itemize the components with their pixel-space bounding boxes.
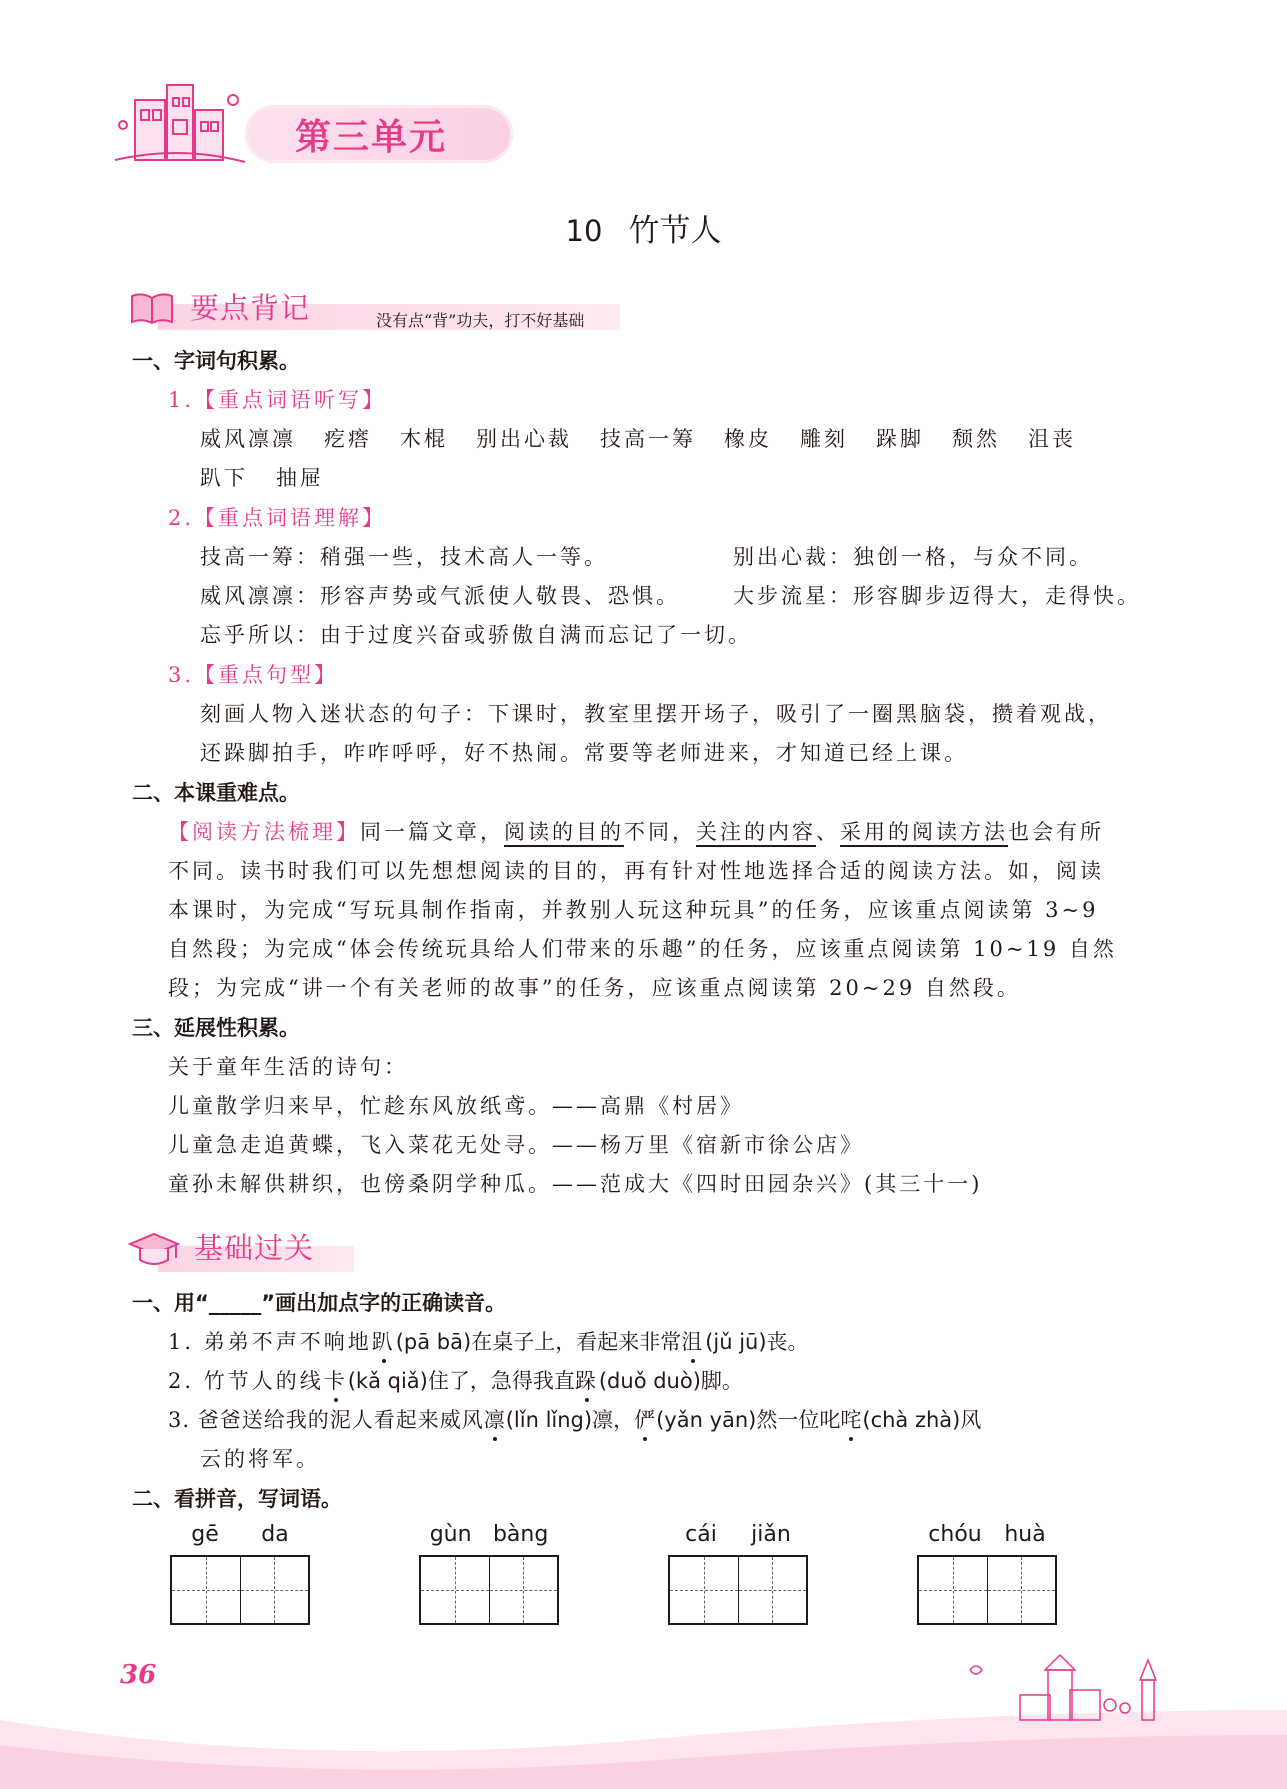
- writing-grid[interactable]: [917, 1555, 1057, 1625]
- question1-sentence1: [168, 1326, 809, 1356]
- word: 别出心裁: [476, 427, 572, 451]
- section-slogan: 没有点“背”功夫，打不好基础: [376, 311, 585, 330]
- word: 疙瘩: [324, 427, 372, 451]
- word: 颓然: [952, 427, 1000, 451]
- heading-accumulation: 一、字词句积累。: [132, 349, 300, 373]
- pinyin-item: [419, 1522, 559, 1625]
- dotted-char: 卡: [323, 1369, 348, 1393]
- lesson-number: 10: [565, 214, 603, 248]
- pinyin-item: [170, 1522, 310, 1625]
- item-number: 3.: [168, 1408, 191, 1432]
- lesson-title: [0, 205, 1287, 250]
- text: 也会有所: [1008, 820, 1104, 844]
- question1-sentence3: [168, 1404, 981, 1434]
- dictation-words-line2: [200, 462, 352, 492]
- book-icon: [128, 290, 176, 326]
- pinyin-label: [419, 1522, 559, 1547]
- pinyin-label: [170, 1522, 310, 1547]
- paragraph-line: 不同。读书时我们可以先想想阅读的目的，再有针对性地选择合适的阅读方法。如，阅读: [168, 859, 1104, 883]
- castle-footer-illustration: [960, 1650, 1190, 1740]
- section-title: 基础过关: [194, 1231, 315, 1265]
- text: 竹节人的线: [203, 1369, 324, 1393]
- question1-sentence2: [168, 1365, 743, 1395]
- grid-cell[interactable]: [919, 1557, 988, 1623]
- word: 沮丧: [1028, 427, 1076, 451]
- writing-grid[interactable]: [419, 1555, 559, 1625]
- item-number: 1.: [168, 1330, 195, 1354]
- underlined-text: 采用的阅读方法: [840, 820, 1008, 844]
- text: (pā bā)在桌子上，看起来非常: [395, 1330, 682, 1354]
- dotted-char: 俨: [634, 1408, 657, 1432]
- graduation-cap-icon: [128, 1228, 180, 1270]
- question1-sentence3-cont: 云的将军。: [200, 1447, 320, 1471]
- text: 弟弟不声不响地: [203, 1330, 372, 1354]
- item1-label: 1.【重点词语听写】: [168, 388, 387, 412]
- pinyin-label: [917, 1522, 1057, 1547]
- definition: 别出心裁：独创一格，与众不同。: [733, 545, 1093, 569]
- key-sentence: 还跺脚拍手，咋咋呼呼，好不热闹。常要等老师进来，才知道已经上课。: [200, 741, 968, 765]
- word: 雕刻: [800, 427, 848, 451]
- castle-illustration: [105, 70, 255, 180]
- dotted-char: 沮: [681, 1330, 706, 1354]
- text: (kǎ qiǎ)住了，急得我直: [347, 1369, 575, 1393]
- word: 橡皮: [724, 427, 772, 451]
- poem-intro: 关于童年生活的诗句：: [168, 1055, 408, 1079]
- pinyin: gē: [191, 1522, 219, 1547]
- dotted-char: 凛: [483, 1408, 506, 1432]
- item2-label: 2.【重点词语理解】: [168, 506, 387, 530]
- question1-heading: 一、用“_____”画出加点字的正确读音。: [132, 1291, 507, 1315]
- pinyin: chóu: [928, 1522, 982, 1547]
- section-title: 要点背记: [190, 291, 311, 325]
- text: 不同，: [624, 820, 696, 844]
- poem-line: 儿童急走追黄蝶，飞入菜花无处寻。——杨万里《宿新市徐公店》: [168, 1133, 864, 1157]
- section-header-key-points: [128, 284, 628, 330]
- pinyin: gùn: [429, 1522, 472, 1547]
- poem-line: 童孙未解供耕织，也傍桑阴学种瓜。——范成大《四时田园杂兴》(其三十一): [168, 1172, 983, 1196]
- dotted-char: 咤: [840, 1408, 863, 1432]
- text: 、: [816, 820, 840, 844]
- dotted-char: 跺: [574, 1369, 599, 1393]
- lesson-name: 竹节人: [628, 213, 722, 249]
- grid-cell[interactable]: [670, 1557, 739, 1623]
- underlined-text: 阅读的目的: [504, 820, 624, 844]
- paragraph-line: 本课时，为完成“写玩具制作指南，并教别人玩这种玩具”的任务，应该重点阅读第 3~9: [168, 898, 1099, 922]
- word: 木棍: [400, 427, 448, 451]
- grid-cell[interactable]: [739, 1557, 807, 1623]
- word: 技高一筹: [600, 427, 696, 451]
- text: (yǎn yān)然一位叱: [656, 1408, 841, 1432]
- text: (lǐn lǐng)凛，: [505, 1408, 635, 1432]
- unit-title: 第三单元: [295, 117, 448, 158]
- paragraph-line: 自然段；为完成“体会传统玩具给人们带来的乐趣”的任务，应该重点阅读第 10~19 自然: [168, 937, 1117, 961]
- dotted-char: 趴: [371, 1330, 396, 1354]
- paragraph-line: 段；为完成“讲一个有关老师的故事”的任务，应该重点阅读第 20~29 自然段。: [168, 976, 1021, 1000]
- pinyin: da: [261, 1522, 289, 1547]
- reading-method-line: [168, 816, 1104, 846]
- key-sentence: 刻画人物入迷状态的句子：下课时，教室里摆开场子，吸引了一圈黑脑袋，攒着观战，: [200, 702, 1112, 726]
- text: (chà zhà)风: [862, 1408, 982, 1432]
- writing-grid[interactable]: [170, 1555, 310, 1625]
- text: (jǔ jū)丧。: [705, 1330, 809, 1354]
- pinyin: cái: [685, 1522, 717, 1547]
- section-header-basics: [128, 1226, 358, 1272]
- item-number: 2.: [168, 1369, 195, 1393]
- underlined-text: 关注的内容: [696, 820, 816, 844]
- heading-difficulties: 二、本课重难点。: [132, 781, 300, 805]
- writing-grid[interactable]: [668, 1555, 808, 1625]
- pinyin-label: [668, 1522, 808, 1547]
- poem-line: 儿童散学归来早，忙趁东风放纸鸢。——高鼎《村居》: [168, 1094, 744, 1118]
- question2-heading: 二、看拼音，写词语。: [132, 1487, 342, 1511]
- definition: 威风凛凛：形容声势或气派使人敬畏、恐惧。: [200, 584, 680, 608]
- word: 跺脚: [876, 427, 924, 451]
- grid-cell[interactable]: [421, 1557, 490, 1623]
- word: 趴下: [200, 466, 248, 490]
- heading-extension: 三、延展性积累。: [132, 1016, 300, 1040]
- pinyin: bàng: [492, 1522, 549, 1547]
- reading-method-label: 【阅读方法梳理】: [168, 820, 360, 844]
- pinyin: huà: [1004, 1522, 1046, 1547]
- definition: 忘乎所以：由于过度兴奋或骄傲自满而忘记了一切。: [200, 623, 752, 647]
- grid-cell[interactable]: [172, 1557, 241, 1623]
- pinyin: jiǎn: [751, 1522, 791, 1547]
- grid-cell[interactable]: [490, 1557, 558, 1623]
- text: 同一篇文章，: [360, 820, 504, 844]
- word: 威风凛凛: [200, 427, 296, 451]
- text: (duǒ duò)脚。: [598, 1369, 743, 1393]
- dictation-words: [200, 423, 1104, 453]
- item3-label: 3.【重点句型】: [168, 663, 339, 687]
- page-number: 36: [120, 1660, 157, 1690]
- pinyin-item: [917, 1522, 1057, 1625]
- unit-banner: [105, 95, 517, 169]
- word: 抽屉: [276, 466, 324, 490]
- grid-cell[interactable]: [988, 1557, 1056, 1623]
- definition: 大步流星：形容脚步迈得大，走得快。: [733, 584, 1141, 608]
- definition: 技高一筹：稍强一些，技术高人一等。: [200, 545, 608, 569]
- grid-cell[interactable]: [241, 1557, 309, 1623]
- pinyin-item: [668, 1522, 808, 1625]
- text: 爸爸送给我的泥人看起来威风: [197, 1408, 484, 1432]
